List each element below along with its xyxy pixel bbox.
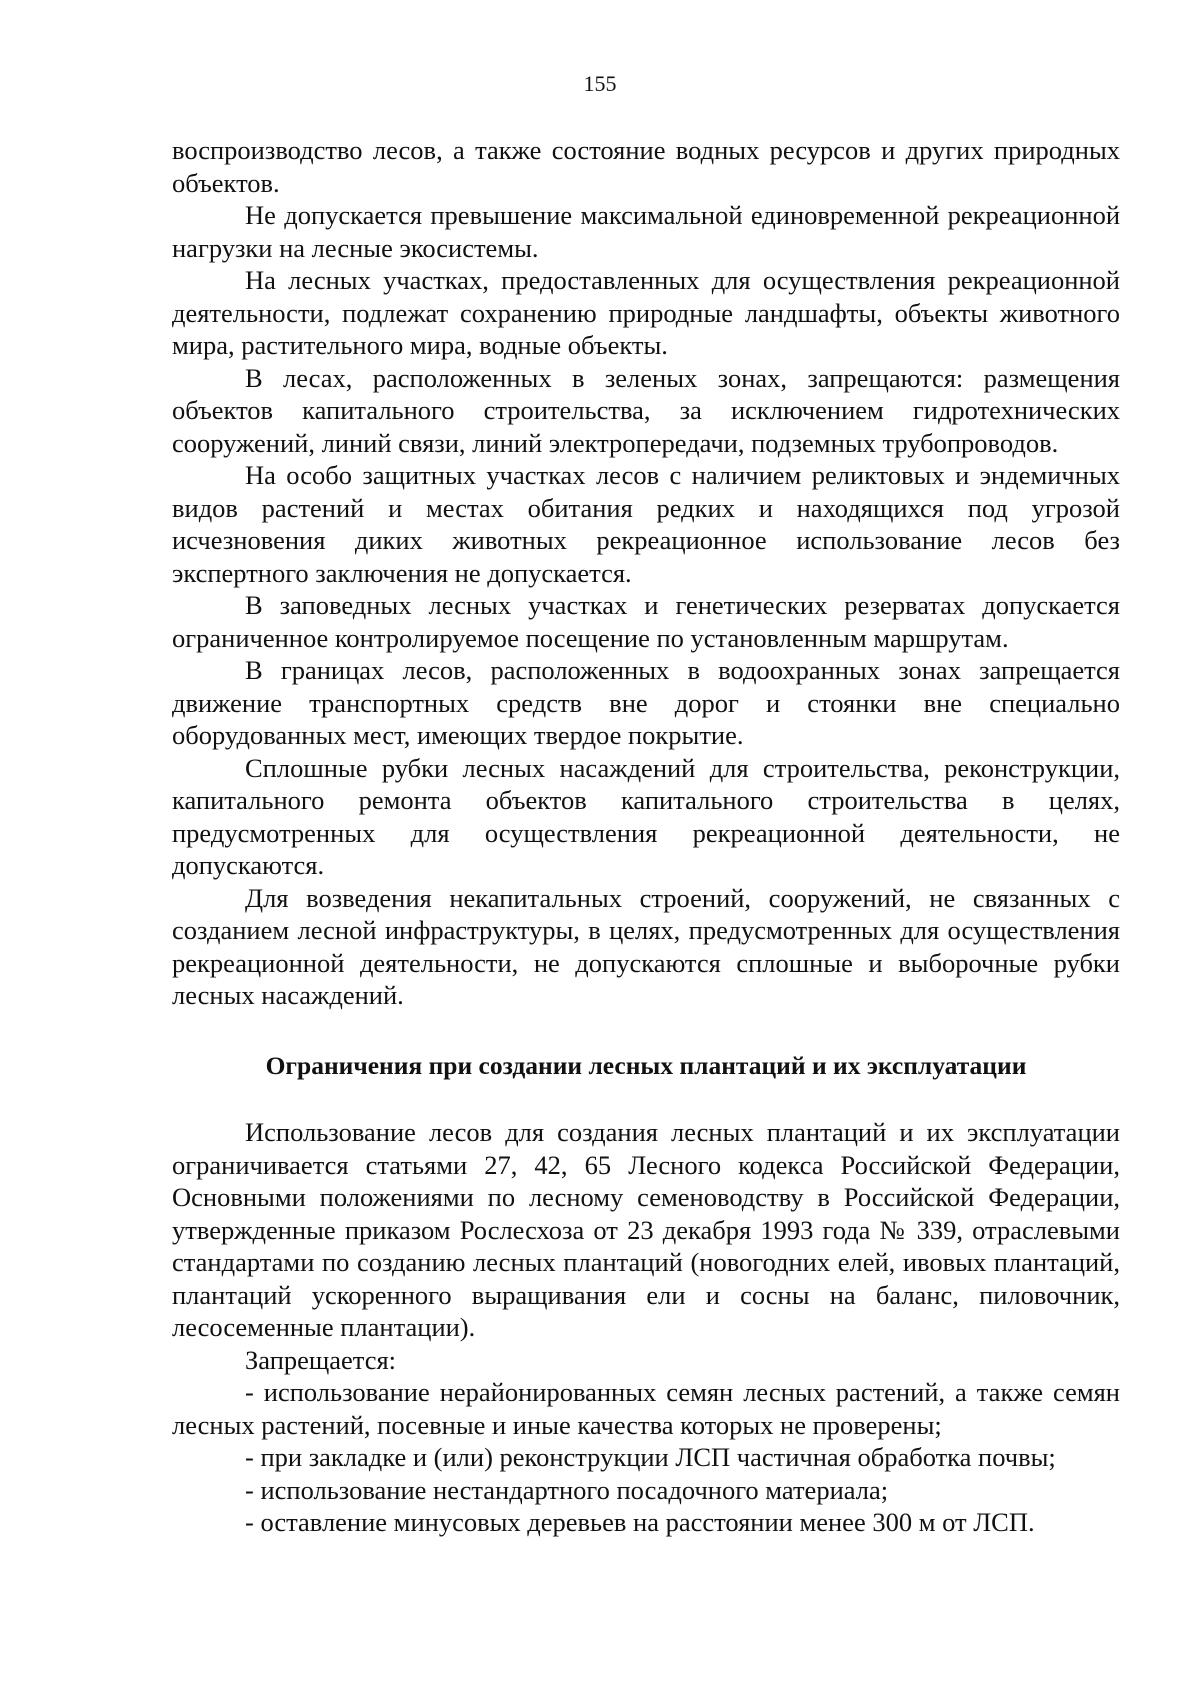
section-heading: Ограничения при создании лесных плантаций и их эксплуатации [265, 1050, 1027, 1080]
paragraph: Сплошные рубки лесных насаждений для строительства, реконструкции, капитального ремонта объектов капитального строительства в целях, предусмотренных для осуществления рекреационной деятельности, не допускаются. [172, 752, 1120, 880]
page-number: 155 [583, 71, 617, 96]
paragraph: В границах лесов, расположенных в водоохранных зонах запрещается движение транспортных средств вне дорог и стоянки вне специально оборудованных мест, имеющих твердое покрытие. [172, 655, 1120, 750]
prohibited-label: Запрещается: [245, 1344, 397, 1375]
prohibited-list-item: - использование нерайонированных семян лесных растений, а также семян лесных растений, посевные и иные качества которых не проверены; [172, 1377, 1120, 1440]
paragraph: воспроизводство лесов, а также состояние водных ресурсов и других природных объектов. [172, 135, 1120, 198]
paragraph: Для возведения некапитальных строений, сооружений, не связанных с созданием лесной инфраструктуры, в целях, предусмотренных для осуществления рекреационной деятельности, не допускаются сплошные и выборочные рубки лесных насаждений. [172, 882, 1120, 1010]
section-intro-paragraph: Использование лесов для создания лесных плантаций и их эксплуатации ограничивается статьями 27, 42, 65 Лесного кодекса Российской Федерации, Основными положениями по лесному семеноводству в Российской Федерации, утвержденные приказом Рослесхоза от 23 декабря 1993 года № 339, отраслевыми стандартами по созданию лесных плантаций (новогодних елей, ивовых плантаций, плантаций ускоренного выращивания ели и сосны на баланс, пиловочник, лесосеменные плантации). [172, 1117, 1120, 1342]
prohibited-list-item: - при закладке и (или) реконструкции ЛСП частичная обработка почвы; [245, 1442, 1056, 1472]
prohibited-list-item: - оставление минусовых деревьев на расстоянии менее 300 м от ЛСП. [245, 1507, 1035, 1537]
prohibited-list-item: - использование нестандартного посадочного материала; [245, 1474, 889, 1505]
paragraph: В заповедных лесных участках и генетических резерватах допускается ограниченное контролируемое посещение по установленным маршрутам. [172, 590, 1120, 653]
paragraph: На лесных участках, предоставленных для осуществления рекреационной деятельности, подлежат сохранению природные ландшафты, объекты животного мира, растительного мира, водные объекты. [172, 265, 1120, 360]
paragraph: На особо защитных участках лесов с наличием реликтовых и эндемичных видов растений и местах обитания редких и находящихся под угрозой исчезновения диких животных рекреационное использование лесов без экспертного заключения не допускается. [172, 460, 1120, 588]
document-body [172, 134, 1120, 1539]
paragraph: В лесах, расположенных в зеленых зонах, запрещаются: размещения объектов капитального строительства, за исключением гидротехнических сооружений, линий связи, линий электропередачи, подземных трубопроводов. [172, 362, 1120, 458]
paragraph: Не допускается превышение максимальной единовременной рекреационной нагрузки на лесные экосистемы. [172, 200, 1120, 263]
